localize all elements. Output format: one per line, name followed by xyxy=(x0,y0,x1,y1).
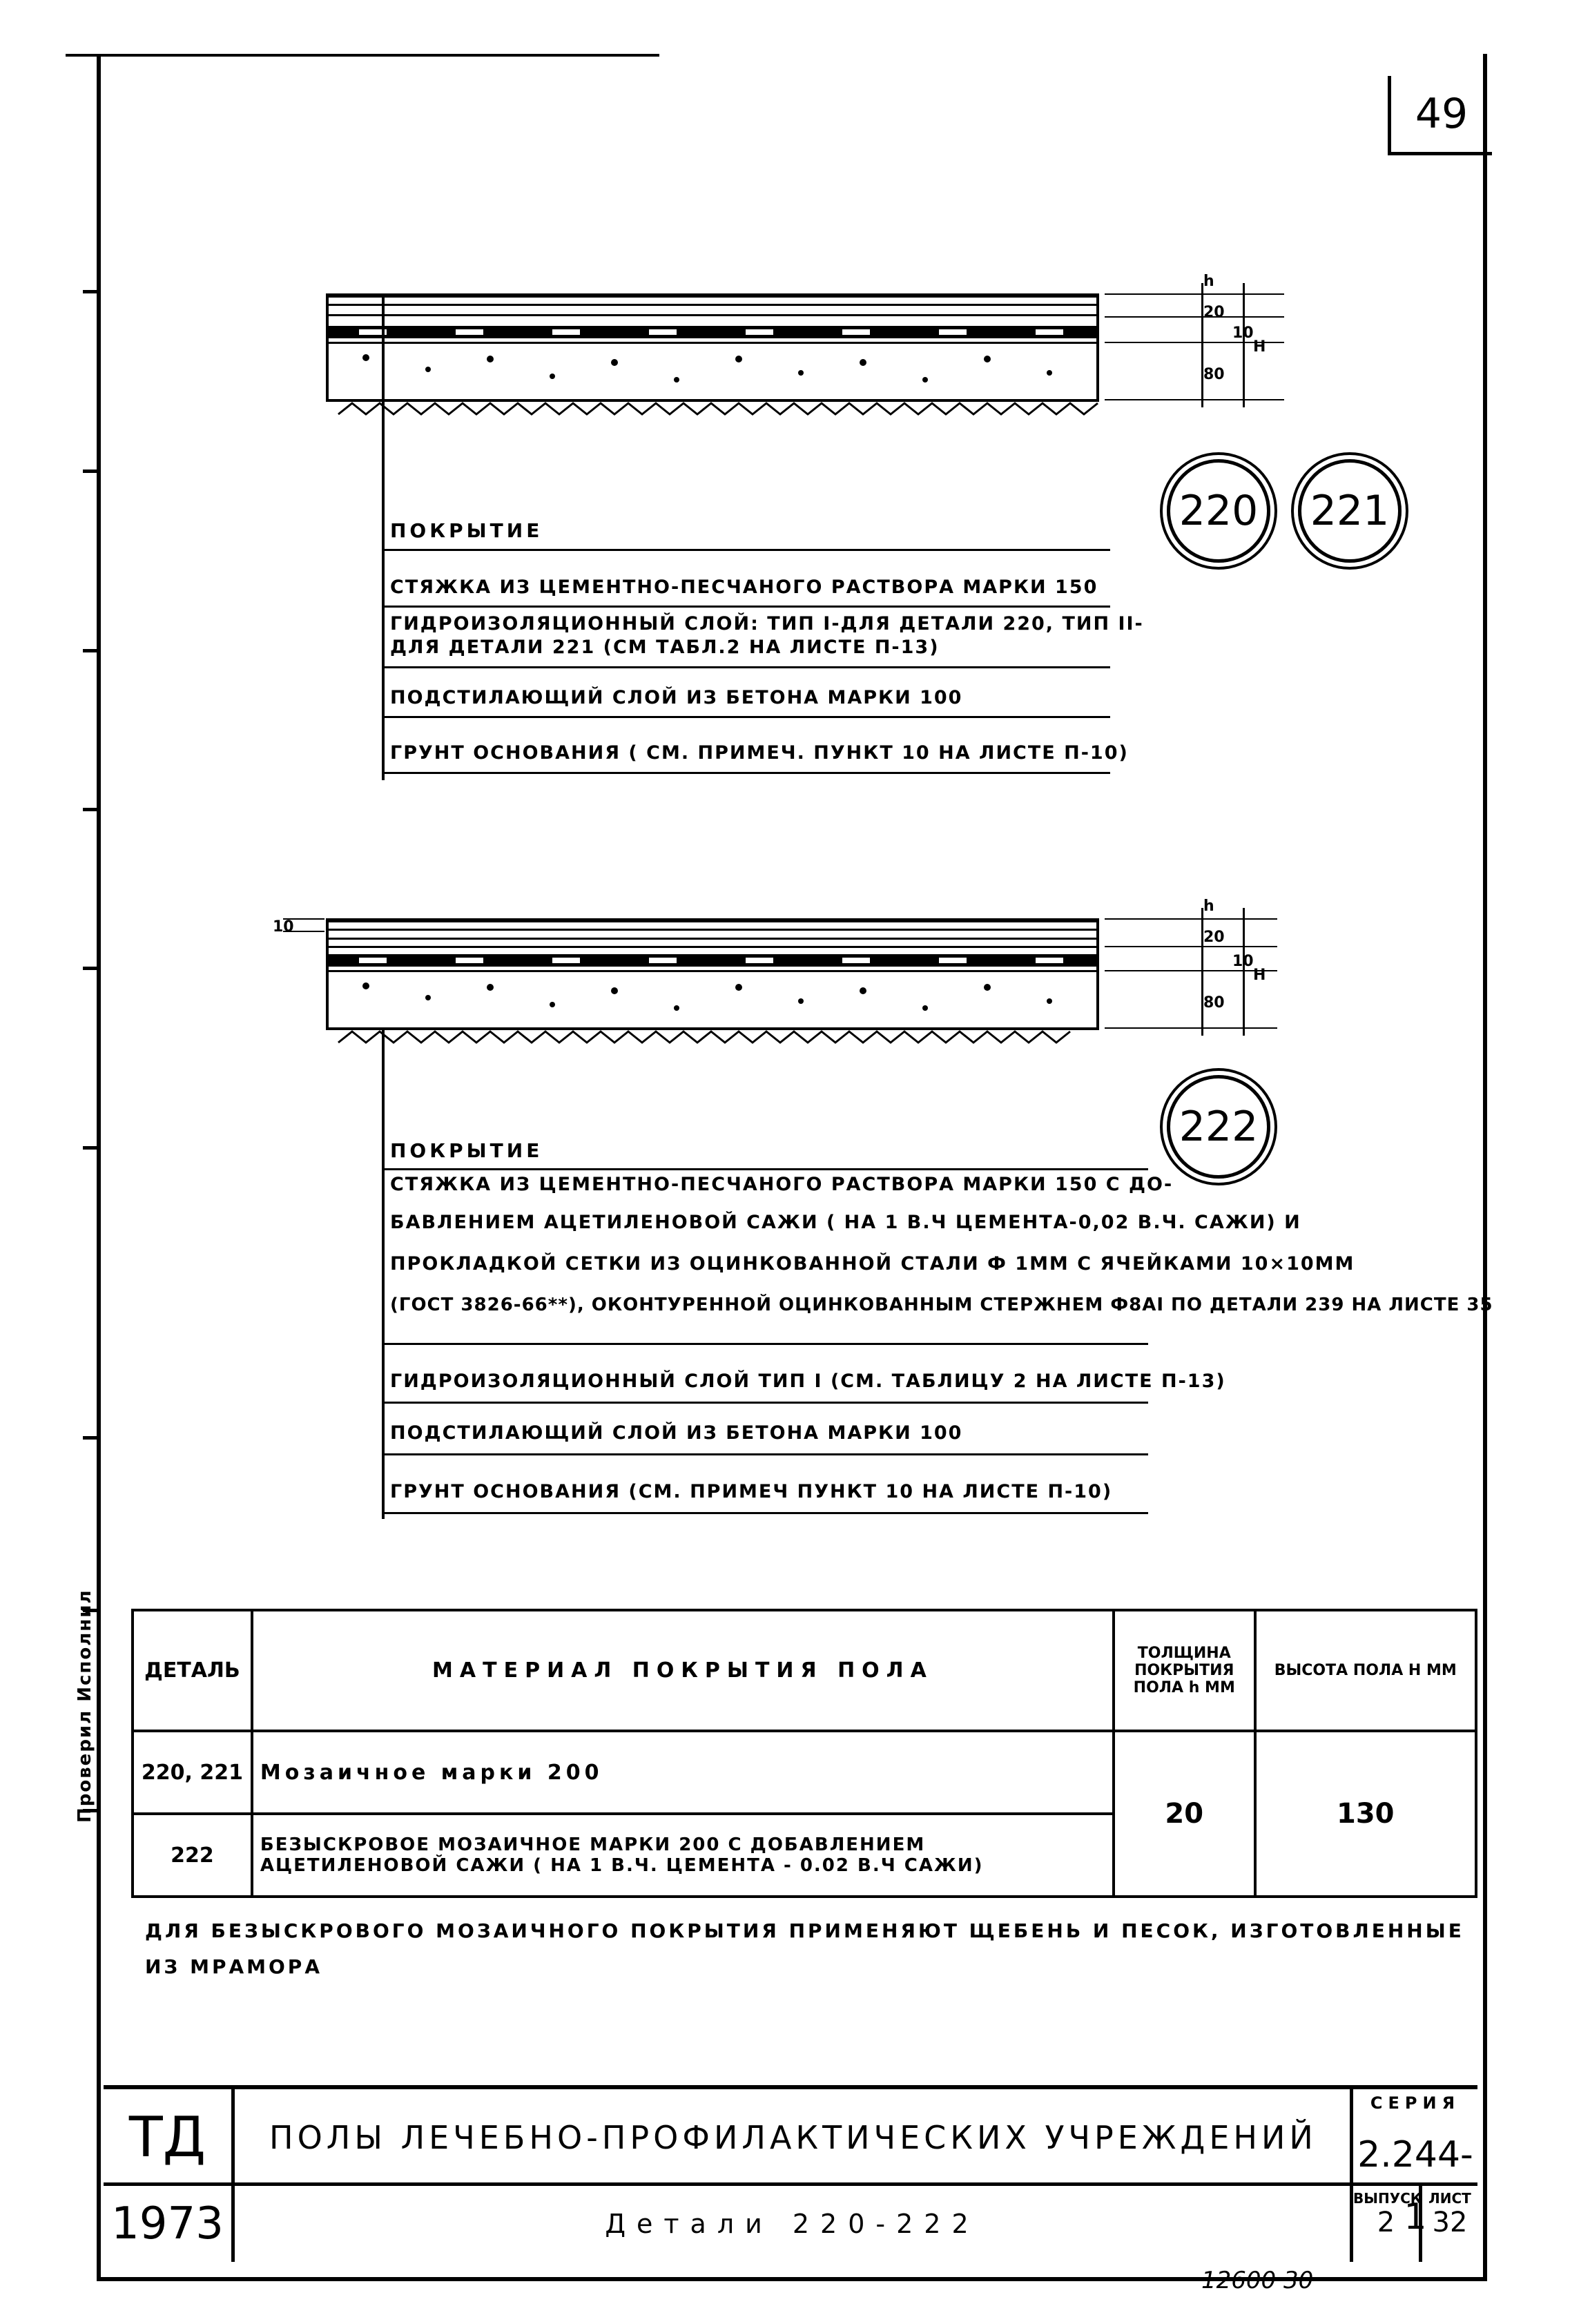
thickness-value: 20 xyxy=(1114,1731,1255,1897)
frame-tick xyxy=(83,967,101,970)
issue-label: ВЫПУСК xyxy=(1353,2190,1422,2207)
layer-label: ДЛЯ ДЕТАЛИ 221 (СМ ТАБЛ.2 НА ЛИСТЕ П-13) xyxy=(390,637,940,658)
detail-marker-221: 221 xyxy=(1298,459,1402,563)
frame-tick xyxy=(83,290,101,293)
leader-underline xyxy=(382,1168,1148,1170)
leader-underline xyxy=(382,666,1110,668)
col-header-detail: ДЕТАЛЬ xyxy=(133,1610,252,1731)
frame-tick xyxy=(83,808,101,811)
dim-label: 20 xyxy=(1203,929,1225,946)
layer-label: ГИДРОИЗОЛЯЦИОННЫЙ СЛОЙ ТИП I (СМ. ТАБЛИЦУ 2 НА ЛИСТЕ П-13) xyxy=(390,1371,1226,1392)
row-detail: 222 xyxy=(133,1814,252,1897)
frame-tick xyxy=(83,1146,101,1150)
layer-label: СТЯЖКА ИЗ ЦЕМЕНТНО-ПЕСЧАНОГО РАСТВОРА МАРКИ 150 xyxy=(390,577,1098,598)
leader-underline xyxy=(382,772,1110,774)
table-row xyxy=(133,1731,1476,1814)
leader-line xyxy=(382,297,385,780)
frame-tick xyxy=(83,1436,101,1440)
year: 1973 xyxy=(104,2186,235,2262)
leader-underline xyxy=(382,1402,1148,1404)
handwritten-number: 12600 30 xyxy=(1201,2267,1314,2294)
col-header-thickness: ТОЛЩИНА ПОКРЫТИЯ ПОЛА h ММ xyxy=(1114,1610,1255,1731)
row-material: Мозаичное марки 200 xyxy=(252,1731,1114,1814)
layer-label: ПОДСТИЛАЮЩИЙ СЛОЙ ИЗ БЕТОНА МАРКИ 100 xyxy=(390,687,963,708)
layer-label: ПРОКЛАДКОЙ СЕТКИ ИЗ ОЦИНКОВАННОЙ СТАЛИ Ф 1ММ С ЯЧЕЙКАМИ 10×10ММ xyxy=(390,1253,1355,1275)
row-material: БЕЗЫСКРОВОЕ МОЗАИЧНОЕ МАРКИ 200 С ДОБАВЛЕНИЕМ АЦЕТИЛЕНОВОЙ САЖИ ( НА 1 В.Ч. ЦЕМЕНТА - 0.02 В.Ч САЖИ) xyxy=(252,1814,1114,1897)
frame-tick xyxy=(83,469,101,473)
height-value: 130 xyxy=(1255,1731,1477,1897)
drawing-subtitle: Детали 220-222 xyxy=(235,2186,1353,2262)
dim-label: 20 xyxy=(1203,304,1225,321)
side-stamp: Проверил Исполнил xyxy=(75,1589,95,1823)
leader-underline xyxy=(382,1453,1148,1455)
dim-label: 80 xyxy=(1203,994,1225,1011)
frame-tick xyxy=(83,649,101,652)
layer-label: ПОДСТИЛАЮЩИЙ СЛОЙ ИЗ БЕТОНА МАРКИ 100 xyxy=(390,1422,963,1444)
dim-label: 10 xyxy=(1232,953,1254,970)
frame-top-line xyxy=(66,54,659,57)
dim-label: h xyxy=(1203,273,1214,290)
layer-label: БАВЛЕНИЕМ АЦЕТИЛЕНОВОЙ САЖИ ( НА 1 В.Ч ЦЕМЕНТА-0,02 В.Ч. САЖИ) И xyxy=(390,1212,1301,1233)
layer-label: ПОКРЫТИЕ xyxy=(390,1139,543,1162)
sheet-cell xyxy=(1422,2186,1477,2262)
sheet-value: 32 xyxy=(1432,2207,1468,2238)
layer-label: ГРУНТ ОСНОВАНИЯ ( СМ. ПРИМЕЧ. ПУНКТ 10 НА ЛИСТЕ П-10) xyxy=(390,742,1129,764)
layer-label: ГИДРОИЗОЛЯЦИОННЫЙ СЛОЙ: ТИП I-ДЛЯ ДЕТАЛИ 220, ТИП II- xyxy=(390,613,1144,635)
dim-label: H xyxy=(1253,967,1266,984)
materials-table xyxy=(131,1609,1477,1898)
series-value: 2.244-1 xyxy=(1353,2124,1477,2186)
layer-label: ГРУНТ ОСНОВАНИЯ (СМ. ПРИМЕЧ ПУНКТ 10 НА ЛИСТЕ П-10) xyxy=(390,1481,1113,1502)
leader-underline xyxy=(382,1343,1148,1345)
sheet-label: ЛИСТ xyxy=(1428,2190,1471,2207)
page-number: 49 xyxy=(1388,76,1492,155)
row-detail: 220, 221 xyxy=(133,1731,252,1814)
note-line: ДЛЯ БЕЗЫСКРОВОГО МОЗАИЧНОГО ПОКРЫТИЯ ПРИМЕНЯЮТ ЩЕБЕНЬ И ПЕСОК, ИЗГОТОВЛЕННЫЕ xyxy=(145,1919,1464,1942)
leader-underline xyxy=(382,549,1110,551)
detail-marker-222: 222 xyxy=(1167,1075,1270,1179)
note-line: ИЗ МРАМОРА xyxy=(145,1955,322,1978)
layer-label: ПОКРЫТИЕ xyxy=(390,519,543,542)
leader-underline xyxy=(382,1512,1148,1514)
issue-cell xyxy=(1353,2186,1422,2262)
dim-label: h xyxy=(1203,898,1214,915)
issue-value: 2 xyxy=(1377,2207,1395,2238)
leader-line xyxy=(382,1029,385,1519)
detail-marker-220: 220 xyxy=(1167,459,1270,563)
floor-section-220 xyxy=(318,276,1381,435)
drawing-title: ПОЛЫ ЛЕЧЕБНО-ПРОФИЛАКТИЧЕСКИХ УЧРЕЖДЕНИЙ xyxy=(235,2089,1353,2186)
series-label: СЕРИЯ xyxy=(1370,2093,1461,2113)
leader-underline xyxy=(382,716,1110,718)
org-code: ТД xyxy=(104,2089,235,2186)
dim-label: 10 xyxy=(273,918,294,936)
layer-label: (ГОСТ 3826-66**), ОКОНТУРЕННОЙ ОЦИНКОВАННЫМ СТЕРЖНЕМ Ф8AI ПО ДЕТАЛИ 239 НА ЛИСТЕ 35 xyxy=(390,1295,1493,1315)
layer-label: СТЯЖКА ИЗ ЦЕМЕНТНО-ПЕСЧАНОГО РАСТВОРА МАРКИ 150 С ДО- xyxy=(390,1174,1174,1195)
title-block xyxy=(104,2085,1477,2266)
col-header-height: ВЫСОТА ПОЛА H ММ xyxy=(1255,1610,1477,1731)
dim-label: 10 xyxy=(1232,325,1254,342)
dim-label: 80 xyxy=(1203,366,1225,383)
leader-underline xyxy=(382,606,1110,608)
dim-label: H xyxy=(1253,338,1266,356)
col-header-material: МАТЕРИАЛ ПОКРЫТИЯ ПОЛА xyxy=(252,1610,1114,1731)
